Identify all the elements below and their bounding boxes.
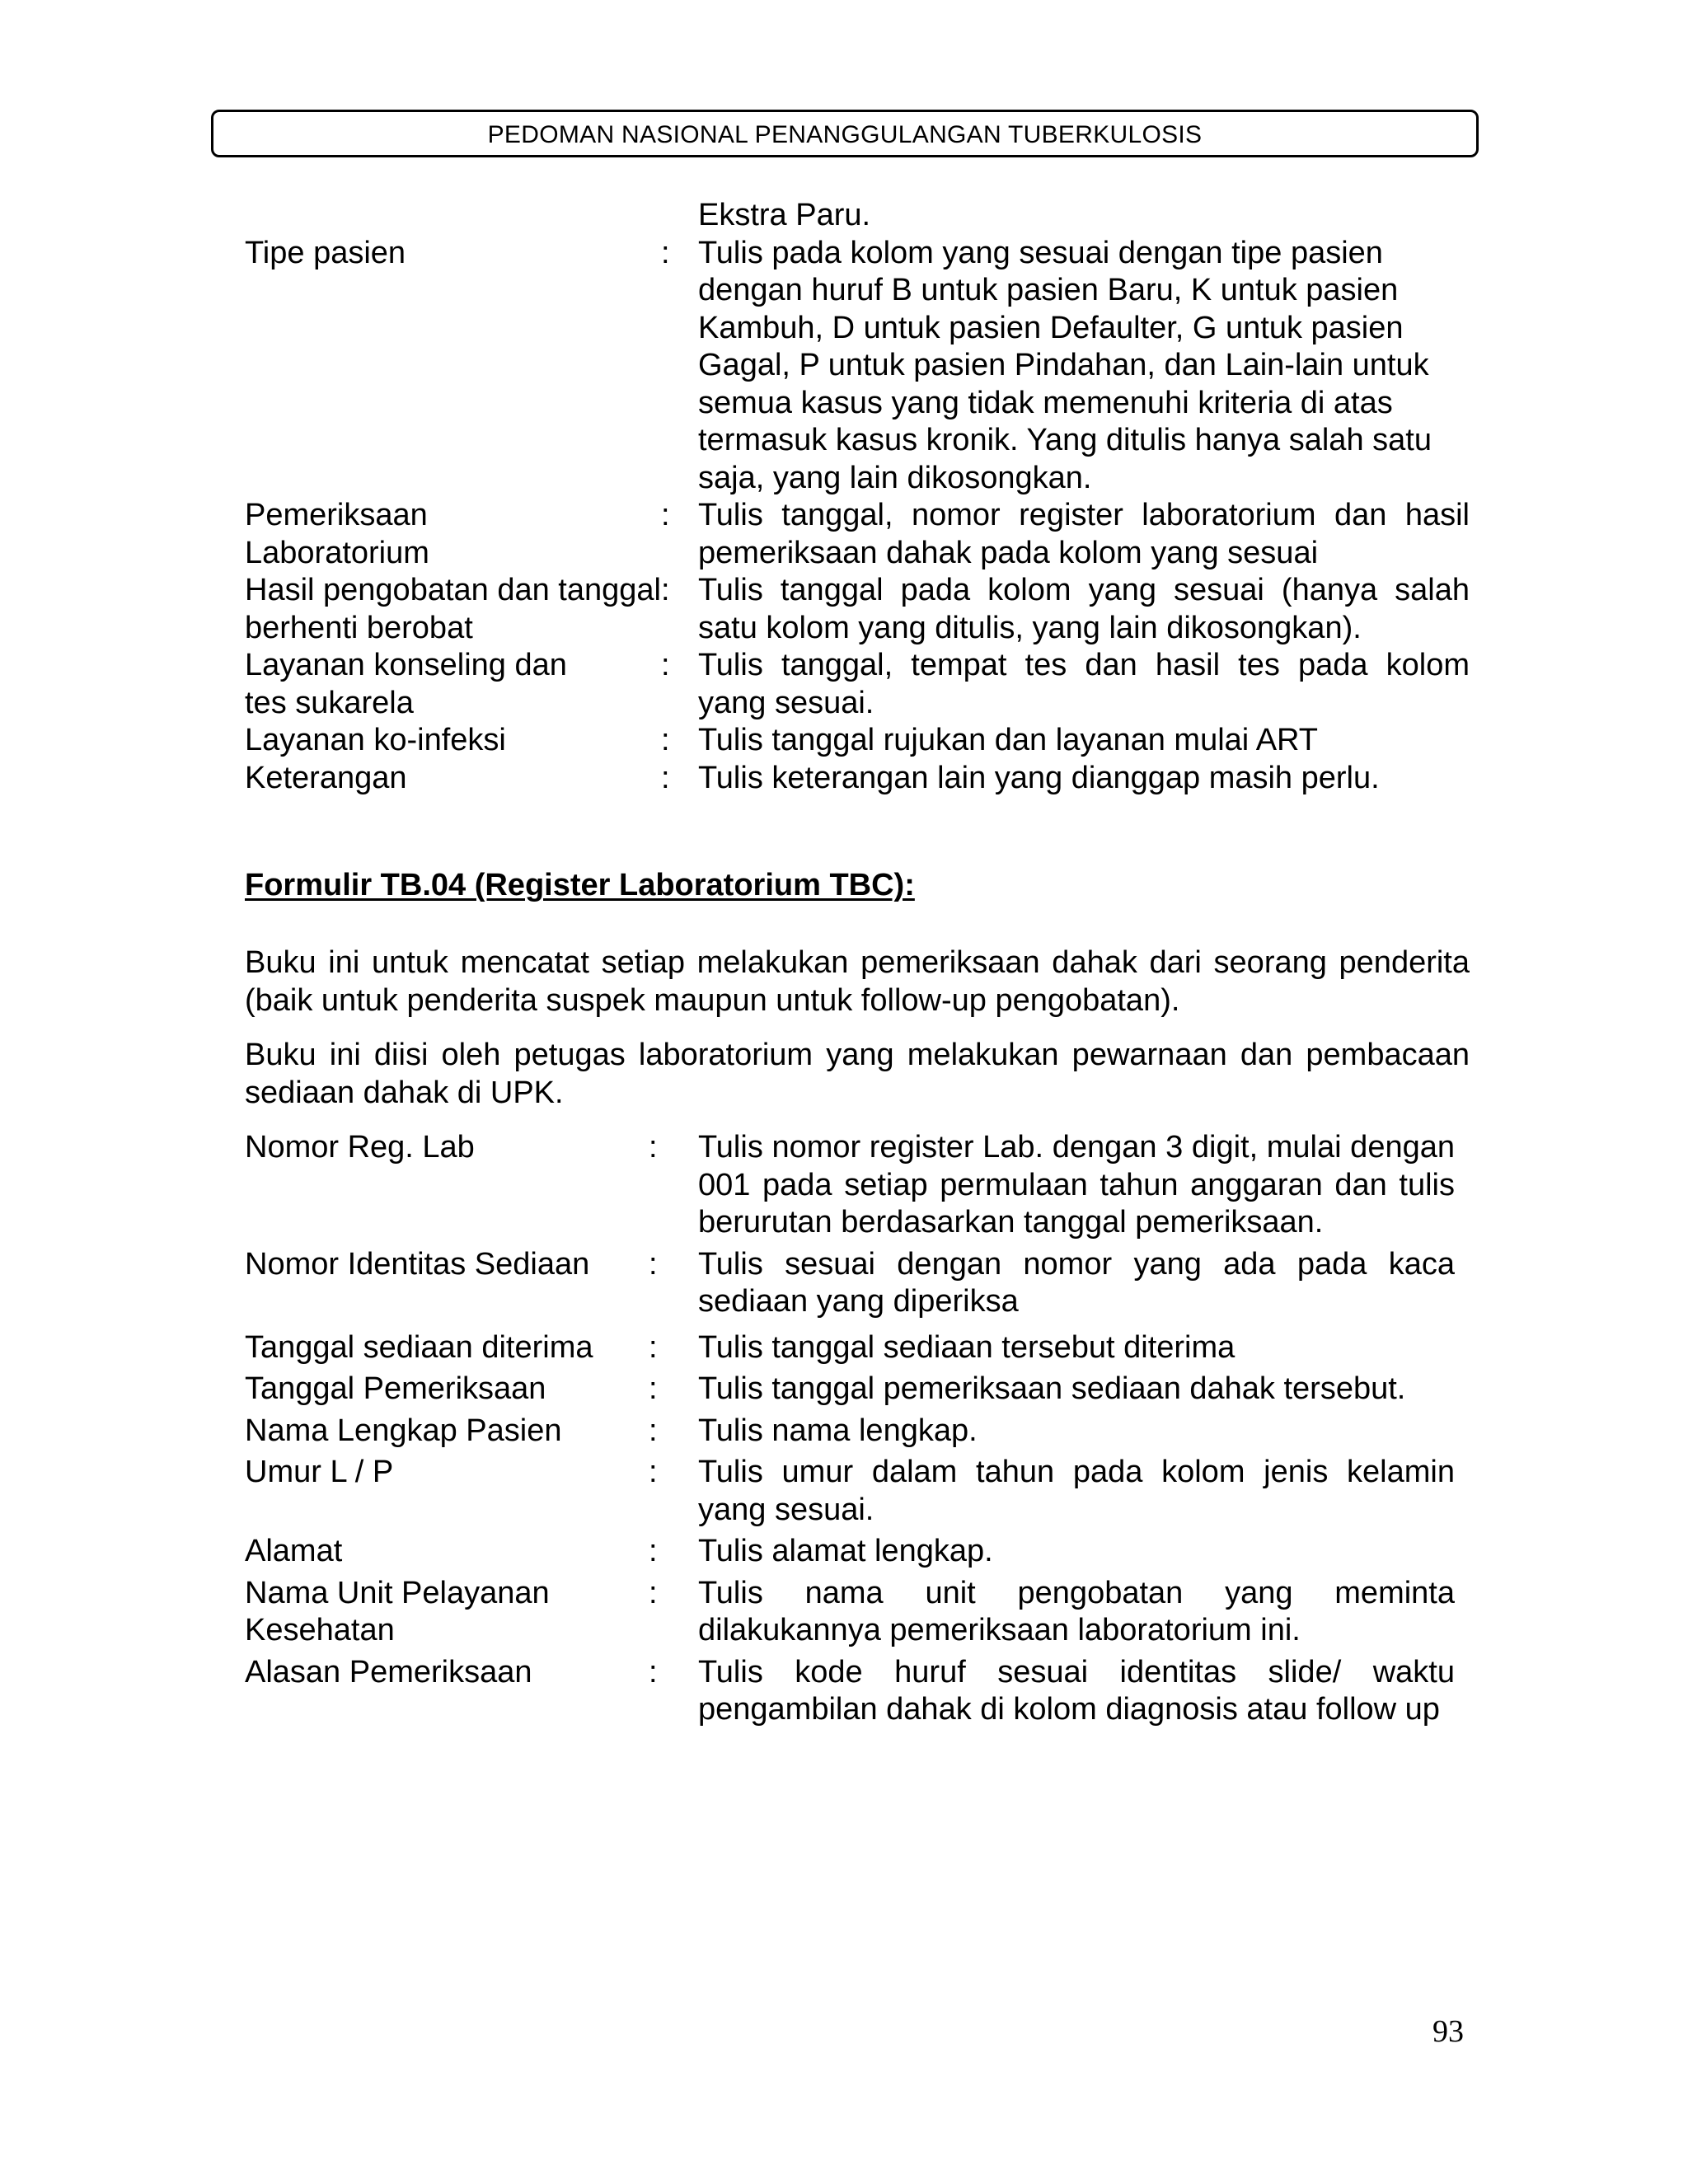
body-paragraph: Buku ini diisi oleh petugas laboratorium yang melakukan pewarnaan dan pembacaan sediaan dahak di UPK. (245, 1038, 1470, 1110)
list-item (245, 760, 1470, 798)
field-label: Umur L / P (245, 1455, 394, 1489)
colon: : (649, 1246, 658, 1282)
field-description: Tulis kode huruf sesuai identitas slide/ waktu pengambilan dahak di kolom diagnosis atau follow up (698, 1654, 1455, 1727)
field-label: Nomor Identitas Sediaan (245, 1246, 590, 1282)
field-description: Tulis alamat lengkap. (698, 1534, 993, 1568)
colon: : (661, 648, 670, 682)
list-item (245, 1329, 1455, 1367)
colon: : (649, 1575, 658, 1610)
list-item (245, 572, 1470, 647)
body-paragraph: Buku ini untuk mencatat setiap melakukan pemeriksaan dahak dari seorang penderita (baik untuk penderita suspek maupun untuk follow-up pengobatan). (245, 945, 1470, 1018)
field-description: Tulis tanggal rujukan dan layanan mulai ART (698, 723, 1319, 757)
field-description: Tulis umur dalam tahun pada kolom jenis kelamin yang sesuai. (698, 1455, 1455, 1527)
header-title: PEDOMAN NASIONAL PENANGGULANGAN TUBERKULOSIS (487, 121, 1203, 148)
list-item (245, 235, 1470, 498)
colon: : (649, 1455, 658, 1489)
continuation-row (245, 197, 1470, 235)
colon: : (661, 723, 670, 757)
field-description: Tulis nama lengkap. (698, 1413, 978, 1448)
section-heading: Formulir TB.04 (Register Laboratorium TBC): (245, 868, 915, 902)
field-description: Tulis sesuai dengan nomor yang ada pada kaca sediaan yang diperiksa (698, 1246, 1455, 1319)
field-description-list (245, 1129, 1455, 1733)
list-item (245, 1129, 1455, 1242)
field-description: Tulis tanggal, nomor register laboratorium dan hasil pemeriksaan dahak pada kolom yang sesuai (698, 498, 1470, 570)
field-description: Tulis keterangan lain yang dianggap masih perlu. (698, 760, 1380, 795)
field-description: Tulis tanggal pada kolom yang sesuai (hanya salah satu kolom yang ditulis, yang lain dikosongkan). (698, 573, 1470, 645)
list-item (245, 1454, 1455, 1529)
field-label: Pemeriksaan Laboratorium (245, 498, 429, 570)
running-header (211, 110, 1479, 157)
field-description: Tulis nama unit pengobatan yang meminta dilakukannya pemeriksaan laboratorium ini. (698, 1575, 1455, 1647)
field-label: Nomor Reg. Lab (245, 1130, 475, 1165)
field-label: Layanan konseling dan tes sukarela (245, 648, 567, 720)
colon: : (649, 1371, 658, 1406)
field-label: Hasil pengobatan dan tanggal berhenti berobat (245, 573, 661, 645)
field-label: Alamat (245, 1534, 343, 1568)
field-label: Alasan Pemeriksaan (245, 1654, 532, 1690)
colon: : (649, 1534, 658, 1568)
field-description: Tulis pada kolom yang sesuai dengan tipe pasien dengan huruf B untuk pasien Baru, K untuk pasien Kambuh, D untuk pasien Defaulter, G untuk pasien Gagal, P untuk pasien Pindahan, dan Lain-lain untuk semua kasus yang tidak memenuhi kriteria di atas termasuk kasus kronik. Yang ditulis hanya salah satu saja, yang lain dikosongkan. (698, 235, 1432, 495)
colon: : (649, 1654, 658, 1690)
field-label: Tanggal sediaan diterima (245, 1329, 593, 1365)
list-item (245, 497, 1470, 572)
colon: : (661, 573, 670, 607)
list-item (245, 722, 1470, 760)
colon: : (649, 1413, 658, 1448)
field-description: Tulis tanggal, tempat tes dan hasil tes pada kolom yang sesuai. (698, 648, 1470, 720)
continuation-text: Ekstra Paru. (698, 198, 871, 232)
list-item (245, 1654, 1455, 1729)
field-description: Tulis tanggal sediaan tersebut diterima (698, 1329, 1236, 1365)
field-label: Tipe pasien (245, 235, 406, 270)
field-description-list (245, 197, 1470, 797)
colon: : (661, 760, 670, 795)
field-label: Layanan ko-infeksi (245, 723, 506, 757)
colon: : (649, 1329, 658, 1365)
colon: : (661, 235, 670, 270)
list-item (245, 1371, 1455, 1408)
page-number: 93 (1432, 2014, 1464, 2049)
field-label: Keterangan (245, 760, 407, 795)
field-label: Tanggal Pemeriksaan (245, 1371, 546, 1406)
list-item (245, 1575, 1455, 1650)
field-label: Nama Unit Pelayanan Kesehatan (245, 1575, 550, 1647)
list-item (245, 647, 1470, 722)
colon: : (649, 1130, 658, 1165)
field-description: Tulis tanggal pemeriksaan sediaan dahak tersebut. (698, 1371, 1406, 1406)
list-item (245, 1413, 1455, 1451)
field-description: Tulis nomor register Lab. dengan 3 digit, mulai dengan 001 pada setiap permulaan tahun anggaran dan tulis berurutan berdasarkan tanggal pemeriksaan. (698, 1130, 1455, 1240)
list-item (245, 1246, 1455, 1321)
colon: : (661, 498, 670, 532)
field-label: Nama Lengkap Pasien (245, 1413, 562, 1448)
list-item (245, 1533, 1455, 1571)
